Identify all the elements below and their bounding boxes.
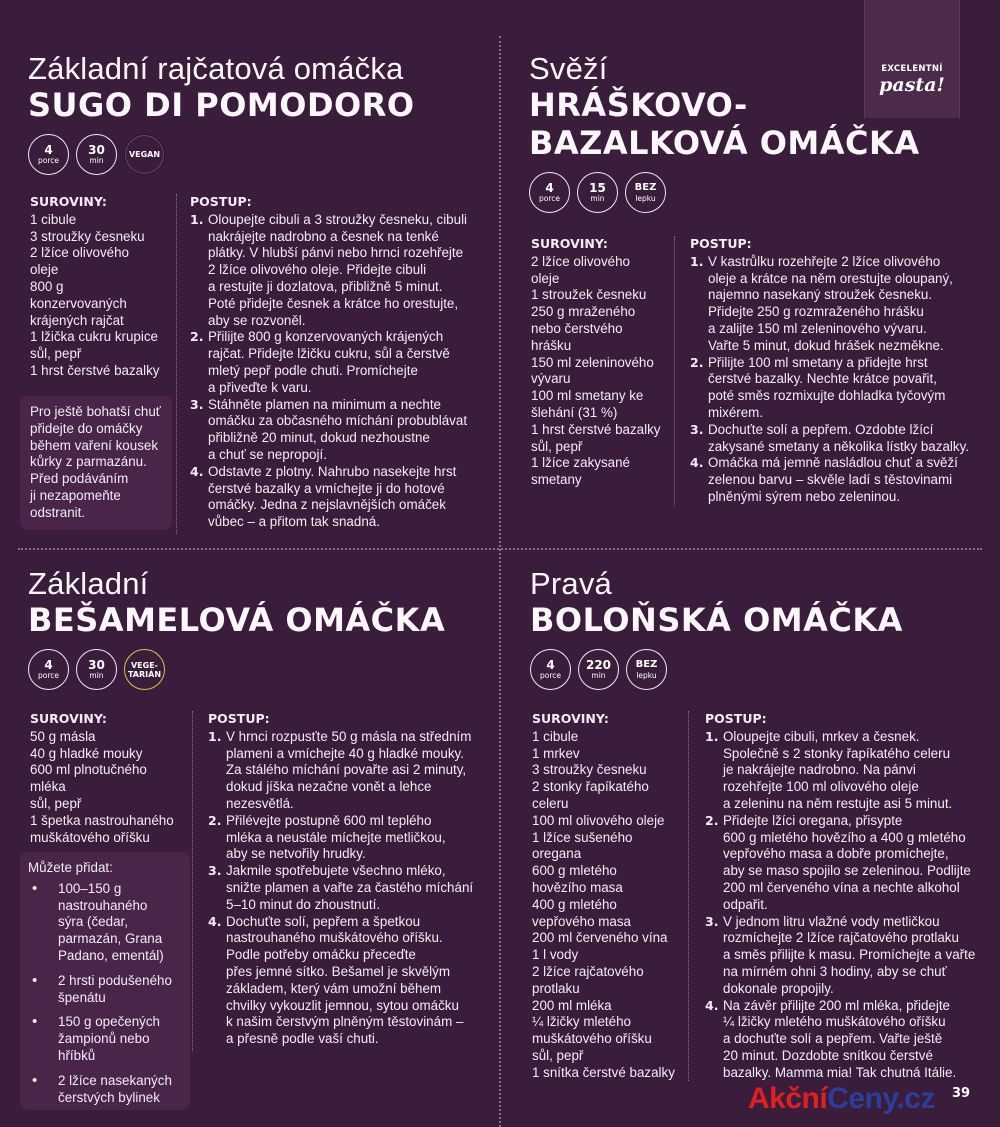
ingredient-line: 2 lžíce rajčatového xyxy=(532,963,644,979)
ingredients-bechamel xyxy=(30,711,185,846)
recipe-badges xyxy=(28,649,445,690)
ingredient-line: 100 ml smetany ke xyxy=(531,388,644,404)
tip-line: špenátu xyxy=(58,989,106,1005)
portions-badge: 4 porce xyxy=(28,134,69,175)
step-line: chvilky vykouzlit jemnou, sytou omáčku xyxy=(226,997,459,1013)
banner-line2: pasta! xyxy=(879,74,945,96)
column-separator xyxy=(176,194,177,534)
ingredients-bolognese xyxy=(532,711,682,1082)
ingredient-line: protlaku xyxy=(532,980,580,996)
ingredients-pea xyxy=(531,236,681,489)
step-line: aby se maso spojilo se zeleninou. Podlijte xyxy=(723,863,971,879)
steps-heading: POSTUP: xyxy=(208,711,270,726)
step-line: Odstavte z plotny. Nahrubo nasekejte hrst xyxy=(208,463,457,479)
step-number: 2. xyxy=(705,812,719,828)
recipe-title: SUGO DI POMODORO xyxy=(28,86,415,124)
ingredient-line: 1 cibule xyxy=(532,728,579,744)
ingredient-line: krájených rajčat xyxy=(30,312,124,328)
step-number: 3. xyxy=(705,913,719,929)
ingredient-line: 2 lžíce olivového xyxy=(531,253,630,269)
step-line: Oloupejte cibuli a 3 stroužky česneku, cibuli xyxy=(208,211,468,227)
step-line: Podle potřeby omáčku přeceďte xyxy=(226,947,416,963)
ingredient-line: sůl, pepř xyxy=(30,346,82,362)
ingredient-line: ¼ lžičky mletého xyxy=(532,1014,631,1030)
tip-line: odstranit. xyxy=(30,504,86,520)
step-line: na mírném ohni 3 hodiny, aby se chuť xyxy=(723,963,947,979)
tip-line: • 2 hrsti podušeného xyxy=(58,972,172,988)
tip-line: Padano, ementál) xyxy=(58,947,164,963)
recipe-subtitle: Základní rajčatová omáčka xyxy=(28,51,404,86)
step-line: přibližně 20 minut, dokud nezhoustne xyxy=(208,430,430,446)
recipe-badges xyxy=(529,172,920,213)
step-line: V hrnci rozpusťte 50 g másla na středním xyxy=(226,728,472,744)
ingredient-line: 50 g másla xyxy=(30,728,96,744)
ingredient-line: 1 stroužek česneku xyxy=(531,287,647,303)
steps-bechamel xyxy=(208,711,496,1048)
tip-line: přidejte do omáčky xyxy=(30,420,143,436)
ingredient-line: 2 lžíce olivového xyxy=(30,245,129,261)
step-line: Přilijte 100 ml smetany a přidejte hrst xyxy=(708,354,928,370)
ingredients-heading: SUROVINY: xyxy=(30,711,107,726)
step-line: Společně s 2 stonky řapíkatého celeru xyxy=(723,745,951,761)
ingredient-line: 40 g hladké mouky xyxy=(30,745,143,761)
step-line: Přidejte lžíci oregana, přisypte xyxy=(723,812,903,828)
step-number: 3. xyxy=(690,421,704,437)
ingredient-line: oleje xyxy=(30,262,59,278)
steps-pea xyxy=(690,236,990,506)
recipe-title: BOLOŇSKÁ OMÁČKA xyxy=(530,601,903,639)
ingredient-line: celeru xyxy=(532,795,569,811)
step-number: 1. xyxy=(190,211,204,227)
step-line: Na závěr přilijte 200 ml mléka, přidejte xyxy=(723,997,950,1013)
step-line: ¼ lžičky mletého muškátového oříšku xyxy=(723,1014,946,1030)
tip-line: žampionů nebo xyxy=(58,1031,150,1047)
step-line: Dochuťte solí, pepřem a špetkou xyxy=(226,913,421,929)
step-line: zakysané smetany a několika lístky bazalky. xyxy=(708,438,969,454)
step-line: Stáhněte plamen na minimum a nechte xyxy=(208,396,441,412)
vertical-divider xyxy=(499,36,501,1127)
step-line: V jednom litru vlažné vody metličkou xyxy=(723,913,940,929)
ingredient-line: sůl, pepř xyxy=(30,795,82,811)
ingredients-sugo xyxy=(30,194,180,380)
step-line: a zalijte 150 ml zeleninového vývaru. xyxy=(708,320,927,336)
steps-sugo xyxy=(190,194,490,531)
step-line: a restujte ji dozlatova, přibližně 5 minut. xyxy=(208,278,443,294)
step-line: plátky. V hlubší pánvi nebo hrnci rozehřejte xyxy=(208,245,464,261)
step-line: aby se rozvoněl. xyxy=(208,312,306,328)
ingredient-line: vývaru xyxy=(531,371,571,387)
recipe-bolognese xyxy=(530,567,903,690)
step-line: bazalky. Mamma mia! Tak chutná Itálie. xyxy=(723,1064,957,1080)
ingredient-line: hovězího masa xyxy=(532,879,623,895)
tip-list-item xyxy=(28,1073,182,1107)
tip-line: kůrky z parmazánu. xyxy=(30,454,147,470)
step-line: nakrájejte nadrobno a česnek na tenké xyxy=(208,228,439,244)
ingredient-line: 400 g mletého xyxy=(532,896,617,912)
page-number: 39 xyxy=(952,1086,971,1101)
step-item xyxy=(705,914,990,998)
horizontal-divider xyxy=(18,548,982,550)
step-line: a směs přilijte k masu. Promíchejte a vařte xyxy=(723,947,976,963)
step-item xyxy=(690,355,990,422)
step-line: Přidejte 250 g rozmraženého hrášku xyxy=(708,304,924,320)
step-line: Omáčka má jemně nasládlou chuť a svěží xyxy=(708,455,958,471)
ingredient-line: muškátového oříšku xyxy=(532,1031,652,1047)
step-item xyxy=(705,998,990,1082)
ingredient-line: 1 lžíce sušeného xyxy=(532,829,633,845)
step-line: omáčku za občasného míchání probublávat xyxy=(208,413,468,429)
ingredient-line: 1 lžička cukru krupice xyxy=(30,329,159,345)
step-item xyxy=(705,729,990,813)
step-number: 1. xyxy=(690,253,704,269)
step-line: vepřového masa a dobře promíchejte, xyxy=(723,846,949,862)
ingredients-heading: SUROVINY: xyxy=(30,194,107,209)
ingredient-line: nebo čerstvého xyxy=(531,320,623,336)
time-badge: 220 min xyxy=(578,649,619,690)
step-line: základem, který vám umožní během xyxy=(226,980,442,996)
step-line: dokonale propojily. xyxy=(723,980,834,996)
ingredient-line: oregana xyxy=(532,846,582,862)
steps-heading: POSTUP: xyxy=(705,711,767,726)
tip-line: parmazán, Grana xyxy=(58,931,163,947)
tip-line: hříbků xyxy=(58,1047,96,1063)
step-number: 3. xyxy=(190,396,204,412)
step-line: 200 ml červeného vína a nechte alkohol xyxy=(723,879,960,895)
step-line: k našim čerstvým plněným těstovinám – xyxy=(226,1014,464,1030)
recipe-title-line2: BAZALKOVÁ OMÁČKA xyxy=(529,124,920,162)
ingredient-line: šlehání (31 %) xyxy=(531,404,618,420)
tip-line: • 100–150 g xyxy=(58,880,122,896)
ingredient-line: 600 g mletého xyxy=(532,863,617,879)
step-line: Jakmile spotřebujete všechno mléko, xyxy=(226,863,446,879)
step-line: mletý pepř podle chuti. Promíchejte xyxy=(208,362,418,378)
ingredient-line: vepřového masa xyxy=(532,913,631,929)
recipe-sugo xyxy=(28,52,415,175)
recipe-pea xyxy=(529,52,920,213)
tip-line: čerstvých bylinek xyxy=(58,1089,160,1105)
recipe-subtitle: Pravá xyxy=(530,566,612,601)
step-line: Dochuťte solí a pepřem. Ozdobte lžící xyxy=(708,421,934,437)
step-line: dokud jíška nezačne vonět a lehce xyxy=(226,779,432,795)
step-item xyxy=(705,813,990,914)
step-number: 1. xyxy=(208,728,222,744)
step-line: čerstvé bazalky. Nechte krátce povařit, xyxy=(708,371,937,387)
ingredient-line: 1 mrkev xyxy=(532,745,580,761)
tip-line: Před podáváním xyxy=(30,471,129,487)
step-line: a chuť se nepropojí. xyxy=(208,446,327,462)
ingredient-line: 1 l vody xyxy=(532,947,579,963)
ingredient-line: muškátového oříšku xyxy=(30,829,150,845)
tip-box-sugo xyxy=(20,396,172,530)
step-line: nastrouhaného muškátového oříšku. xyxy=(226,930,443,946)
recipe-badges xyxy=(530,649,903,690)
ingredient-line: hrášku xyxy=(531,337,572,353)
step-line: Přilévejte postupně 600 ml teplého xyxy=(226,812,432,828)
ingredient-line: oleje xyxy=(531,270,560,286)
tip-line: • 150 g opečených xyxy=(58,1014,160,1030)
step-number: 3. xyxy=(208,863,222,879)
tip-list-item xyxy=(28,1014,182,1064)
gluten-free-badge: BEZ lepku xyxy=(626,649,667,690)
step-line: 600 g mletého hovězího a 400 g mletého xyxy=(723,829,966,845)
recipe-title: BEŠAMELOVÁ OMÁČKA xyxy=(28,601,446,639)
tip-line: Pro ještě bohatší chuť xyxy=(30,404,161,419)
step-line: aby se netvořily hrudky. xyxy=(226,846,366,862)
portions-badge: 4 porce xyxy=(28,649,69,690)
tip-line: • 2 lžíce nasekaných xyxy=(58,1072,172,1088)
column-separator xyxy=(192,711,193,1051)
step-line: omáčky. Jedna z nejslavnějších omáček xyxy=(208,497,446,513)
step-line: a dochuťte solí a pepřem. Vařte ještě xyxy=(723,1031,943,1047)
time-badge: 30 min xyxy=(76,649,117,690)
tip-heading: Můžete přidat: xyxy=(28,860,113,875)
portions-badge: 4 porce xyxy=(530,649,571,690)
step-line: oleje a krátce na něm orestujte oloupaný, xyxy=(708,270,953,286)
step-line: a zeleninu na něm restujte asi 5 minut. xyxy=(723,795,953,811)
ingredient-line: 200 ml mléka xyxy=(532,997,612,1013)
step-item xyxy=(208,729,496,813)
step-line: plněnými sýrem nebo zeleninou. xyxy=(708,488,901,504)
ingredient-line: 600 ml plnotučného xyxy=(30,762,147,778)
ingredient-line: 3 stroužky česneku xyxy=(30,228,145,244)
step-item xyxy=(208,813,496,863)
step-item xyxy=(208,914,496,1048)
step-line: a přiveďte k varu. xyxy=(208,379,312,395)
step-line: plameni a vmíchejte 40 g hladké mouky. xyxy=(226,745,464,761)
step-number: 4. xyxy=(690,455,704,471)
ingredient-line: 1 snítka čerstvé bazalky xyxy=(532,1064,675,1080)
step-line: vůbec – a přitom tak snadná. xyxy=(208,514,380,530)
column-separator xyxy=(688,711,689,1081)
ingredient-line: 1 hrst čerstvé bazalky xyxy=(30,362,160,378)
step-line: zelenou barvu – skvěle ladí s těstovinami xyxy=(708,472,953,488)
ingredient-line: 150 ml zeleninového xyxy=(531,354,654,370)
step-line: odpařit. xyxy=(723,896,768,912)
recipe-subtitle: Základní xyxy=(28,566,149,601)
tip-line: sýra (čedar, xyxy=(58,914,128,930)
ingredient-line: 250 g mraženého xyxy=(531,304,636,320)
step-item xyxy=(190,329,490,396)
tip-list-item xyxy=(28,973,182,1007)
step-line: rozmíchejte 2 lžíce rajčatového protlaku xyxy=(723,930,959,946)
step-line: poté směs rozmixujte dohladka tyčovým xyxy=(708,388,946,404)
tip-list-item xyxy=(28,881,182,965)
step-line: Za stálého míchání povařte asi 2 minuty, xyxy=(226,762,467,778)
ingredient-line: 2 stonky řapíkatého xyxy=(532,779,649,795)
ingredient-line: 200 ml červeného vína xyxy=(532,930,668,946)
ingredient-line: konzervovaných xyxy=(30,295,127,311)
ingredient-line: sůl, pepř xyxy=(531,438,583,454)
ingredient-line: 1 špetka nastrouhaného xyxy=(30,812,174,828)
ingredient-line: 1 cibule xyxy=(30,211,77,227)
step-number: 4. xyxy=(190,463,204,479)
ingredient-line: sůl, pepř xyxy=(532,1047,584,1063)
step-number: 2. xyxy=(208,812,222,828)
ingredient-line: 1 hrst čerstvé bazalky xyxy=(531,421,661,437)
gluten-free-badge: BEZ lepku xyxy=(625,172,666,213)
step-line: najemno nasekaný stroužek česneku. xyxy=(708,287,933,303)
step-line: snižte plamen a vařte za častého míchání xyxy=(226,879,474,895)
ingredient-line: 1 lžíce zakysané xyxy=(531,455,630,471)
step-number: 2. xyxy=(690,354,704,370)
step-line: V kastrůlku rozehřejte 2 lžíce olivového xyxy=(708,253,941,269)
step-line: přes jemné sítko. Bešamel je skvělým xyxy=(226,963,450,979)
recipe-title-line1: HRÁŠKOVO- xyxy=(529,86,748,124)
column-separator xyxy=(674,236,675,506)
recipe-badges xyxy=(28,134,415,175)
step-line: je nakrájejte nadrobno. Na pánvi xyxy=(723,762,916,778)
step-line: rajčat. Přidejte lžičku cukru, sůl a čerstvě xyxy=(208,346,450,362)
steps-heading: POSTUP: xyxy=(690,236,752,251)
banner-line1: EXCELENTNÍ xyxy=(881,64,943,74)
step-item xyxy=(190,212,490,330)
ingredient-line: 800 g xyxy=(30,278,64,294)
portions-badge: 4 porce xyxy=(529,172,570,213)
step-number: 4. xyxy=(705,997,719,1013)
step-number: 1. xyxy=(705,728,719,744)
recipe-bechamel xyxy=(28,567,445,690)
step-line: rozehřejte 100 ml olivového oleje xyxy=(723,779,919,795)
step-line: mixérem. xyxy=(708,404,764,420)
step-line: 2 lžíce olivového oleje. Přidejte cibuli xyxy=(208,262,427,278)
time-badge: 30 min xyxy=(76,134,117,175)
ingredient-line: 3 stroužky česneku xyxy=(532,762,647,778)
tip-line: během vaření kousek xyxy=(30,437,159,453)
step-line: 20 minut. Dozdobte snítkou čerstvé xyxy=(723,1047,933,1063)
step-item xyxy=(190,397,490,464)
tip-box-bechamel xyxy=(20,852,190,1110)
step-line: Oloupejte cibuli, mrkev a česnek. xyxy=(723,728,920,744)
steps-heading: POSTUP: xyxy=(190,194,252,209)
watermark-logo: AkčníCeny.cz xyxy=(748,1082,935,1115)
tip-line: ji nezapomeňte xyxy=(30,487,121,503)
step-item xyxy=(690,254,990,355)
steps-bolognese xyxy=(705,711,990,1082)
step-line: mléka a neustále míchejte metličkou, xyxy=(226,829,446,845)
step-line: Poté přidejte česnek a krátce ho orestujte, xyxy=(208,295,459,311)
ingredients-heading: SUROVINY: xyxy=(532,711,609,726)
ingredient-line: 100 ml olivového oleje xyxy=(532,812,665,828)
vegetarian-badge: VEGE- TARIÁN xyxy=(124,649,165,690)
step-line: 5–10 minut do zhoustnutí. xyxy=(226,896,381,912)
step-line: Vařte 5 minut, dokud hrášek nezměkne. xyxy=(708,337,944,353)
step-item xyxy=(208,863,496,913)
step-line: Přilijte 800 g konzervovaných krájených xyxy=(208,329,444,345)
vegan-badge: VEGAN xyxy=(124,134,165,175)
recipe-subtitle: Svěží xyxy=(529,51,608,86)
step-line: nezesvětlá. xyxy=(226,795,294,811)
ingredient-line: mléka xyxy=(30,779,66,795)
step-line: a přesně podle vaší chuti. xyxy=(226,1031,379,1047)
step-line: čerstvé bazalky a vmíchejte ji do hotové xyxy=(208,480,445,496)
step-item xyxy=(690,455,990,505)
step-item xyxy=(690,422,990,456)
ingredient-line: smetany xyxy=(531,472,582,488)
step-number: 2. xyxy=(190,329,204,345)
ingredients-heading: SUROVINY: xyxy=(531,236,608,251)
step-item xyxy=(190,464,490,531)
step-number: 4. xyxy=(208,913,222,929)
time-badge: 15 min xyxy=(577,172,618,213)
tip-line: nastrouhaného xyxy=(58,897,148,913)
